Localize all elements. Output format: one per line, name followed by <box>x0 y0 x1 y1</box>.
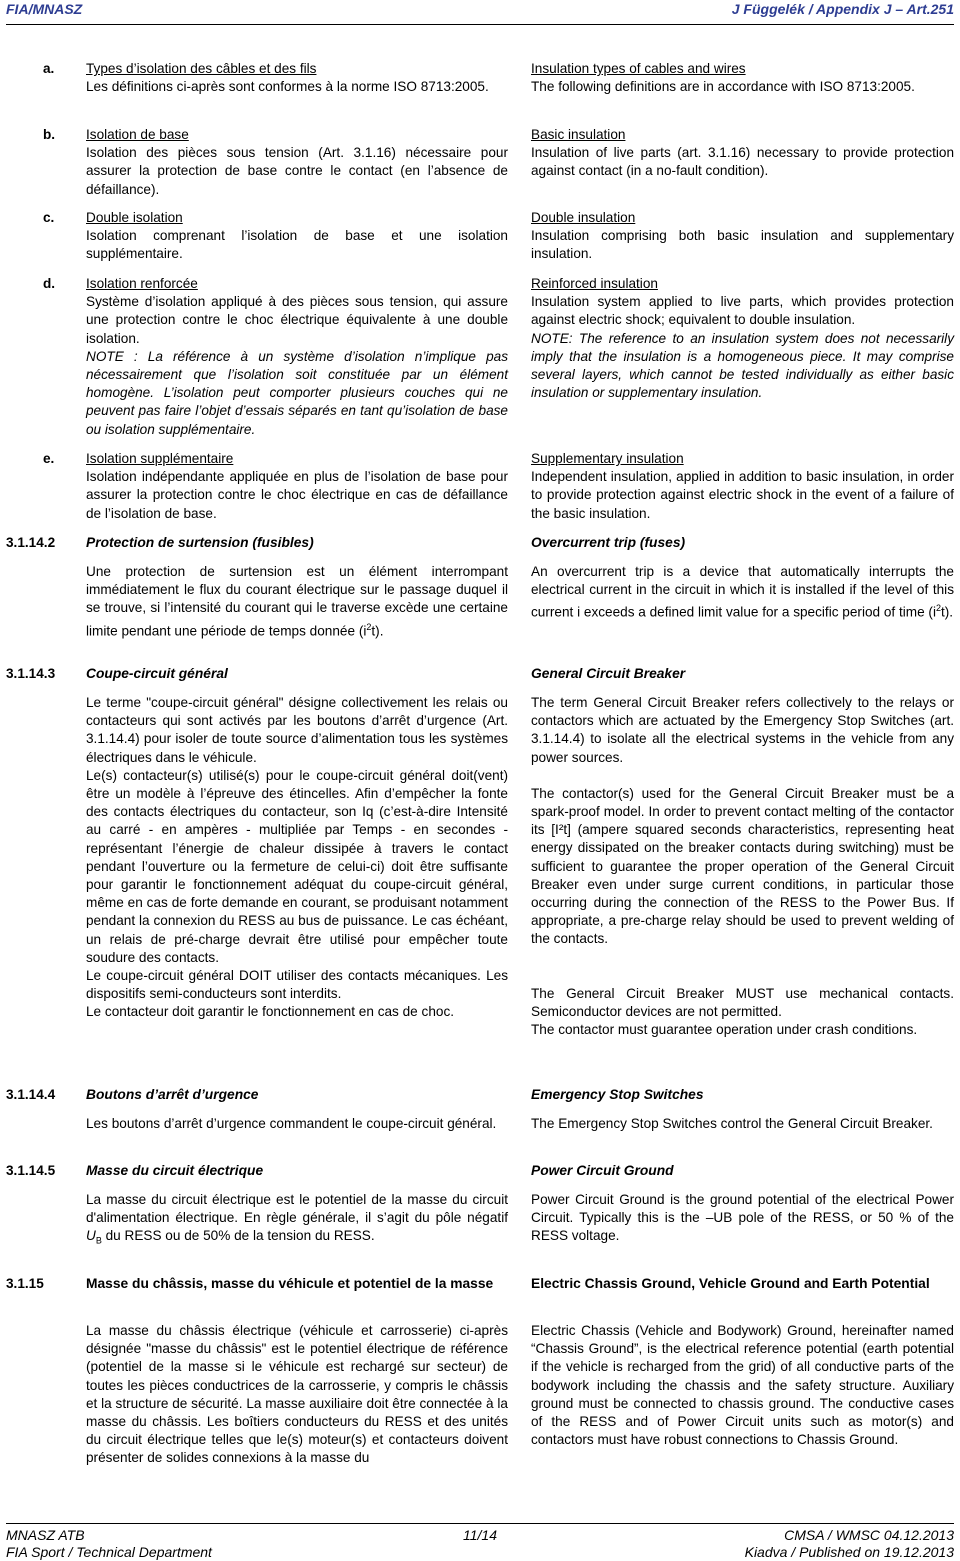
section-number: 3.1.15 <box>6 1276 44 1291</box>
section-fr-title: Masse du circuit électrique <box>86 1163 264 1178</box>
item-en-text <box>531 209 954 264</box>
item-fr-text <box>86 275 508 439</box>
section-fr-body <box>86 1191 508 1250</box>
section-en-body <box>531 563 954 622</box>
footer-right-top: CMSA / WMSC 04.12.2013 <box>784 1527 954 1543</box>
item-en-body: The following definitions are in accordance with ISO 8713:2005. <box>531 79 915 95</box>
section-fr-body <box>86 694 508 1022</box>
item-fr-body: Les définitions ci-après sont conformes à la norme ISO 8713:2005. <box>86 79 489 95</box>
item-fr-title: Isolation de base <box>86 127 189 142</box>
item-fr-text <box>86 450 508 523</box>
section-en-body: Electric Chassis (Vehicle and Bodywork) Ground, hereinafter named “Chassis Ground”, is the electrical reference potential (earth potential if the vehicle is recharged from the grid) of all conductive parts of the bodywork including the chassis and the safety structure. Auxiliary ground must be connected to chassis ground. The conductive cases of the RESS and of Power Circuit units such as motor(s) and contactors must have robust connections to Chassis Ground. <box>531 1323 954 1448</box>
section-fr-title: Boutons d’arrêt d’urgence <box>86 1087 259 1102</box>
subscript: B <box>95 1236 102 1247</box>
section-fr-body-end: du RESS ou de 50% de la tension du RESS. <box>101 1228 375 1244</box>
voltage-symbol: U <box>86 1228 96 1244</box>
item-en-text <box>531 450 954 523</box>
section-number: 3.1.14.3 <box>6 666 56 681</box>
section-en-body-text: An overcurrent trip is a device that automatically interrupts the electrical current in the circuit in which it is installed if the level of this current i exceeds a defined limit value for a specific period of time (i <box>531 564 954 620</box>
section-number: 3.1.14.4 <box>6 1087 56 1102</box>
section-number: 3.1.14.5 <box>6 1163 56 1178</box>
item-en-body: Insulation comprising both basic insulation and supplementary insulation. <box>531 228 954 262</box>
section-en-title: Electric Chassis Ground, Vehicle Ground and Earth Potential <box>531 1276 930 1291</box>
header-right: J Függelék / Appendix J – Art.251 <box>731 1 954 17</box>
section-en-title: General Circuit Breaker <box>531 666 686 681</box>
section-fr-paragraph: Le(s) contacteur(s) utilisé(s) pour le coupe-circuit général doit(vent) être un modèle à l’épreuve des étincelles. Afin d’empêcher la fonte des contacts électriques du contacteur, son Iq (c’est-à-dire Intensité au carré - en ampères - multipliée par Temps - en secondes - représentant l’énergie de chaleur dissipée à travers le contact pendant l’ouverture ou la fermeture de celui-ci) doit être suffisante pour garantir le fonctionnement adéquat du coupe-circuit général, même en cas de forte demande en courant, se produisant notamment pendant la connexion du RESS au bus de puissance. Le cas échéant, un relais de pré-charge devrait être utilisé pour empêcher toute soudure des contacts. <box>86 767 508 965</box>
item-en-title: Insulation types of cables and wires <box>531 61 746 76</box>
item-en-body: Insulation of live parts (art. 3.1.16) necessary to provide protection against contact (in a no-fault condition). <box>531 145 954 179</box>
section-fr-body: Les boutons d’arrêt d’urgence commandent le coupe-circuit général. <box>86 1116 497 1131</box>
header-left: FIA/MNASZ <box>6 1 83 17</box>
item-fr-title: Isolation renforcée <box>86 276 198 291</box>
item-en-title: Basic insulation <box>531 127 626 142</box>
item-en-title: Supplementary insulation <box>531 451 684 466</box>
item-label: d. <box>43 276 56 291</box>
item-en-title: Double insulation <box>531 210 636 225</box>
item-fr-text <box>86 126 508 199</box>
item-label: a. <box>43 61 55 76</box>
section-en-body-end: t). <box>941 604 954 620</box>
section-en-body: Power Circuit Ground is the ground potential of the electrical Power Circuit. Typically this is the –UB pole of the RESS, or 50 % of the RESS voltage. <box>531 1192 954 1244</box>
section-fr-body <box>86 563 508 640</box>
section-fr-body: La masse du châssis électrique (véhicule et carrosserie) ci-après désignée "masse du châssis" est le potentiel électrique de référence (potentiel de la masse si le véhicule est rechargé sur secteur) de toutes les pièces conductrices de la carrosserie, y compris le châssis et la structure de sécurité. La masse auxiliaire doit être connectée à la masse du châssis. Les boîtiers conducteurs du RESS et des unités du circuit électrique telles que le(s) moteur(s) et contacteurs doivent présenter de solides connexions à la masse du <box>86 1323 508 1466</box>
item-fr-text <box>86 60 508 96</box>
page-header <box>6 0 954 25</box>
section-en-title: Overcurrent trip (fuses) <box>531 535 686 550</box>
footer-left-top: MNASZ ATB <box>6 1527 85 1543</box>
section-fr-paragraph: Le terme "coupe-circuit général" désigne collectivement les relais ou contacteurs qui sont activés par les boutons d’arrêt d’urgence (Art. 3.1.14.4) pour isoler de toute source d’alimentation tous les systèmes électriques dans le véhicule. <box>86 695 508 765</box>
section-en-paragraph: The contactor must guarantee operation under crash conditions. <box>531 1022 918 1038</box>
section-fr-title: Coupe-circuit général <box>86 666 228 681</box>
section-en-body <box>531 694 954 1039</box>
section-number: 3.1.14.2 <box>6 535 56 550</box>
item-fr-body: Isolation comprenant l’isolation de base et une isolation supplémentaire. <box>86 228 508 262</box>
section-en-title: Emergency Stop Switches <box>531 1087 704 1102</box>
item-en-text <box>531 126 954 181</box>
superscript: 2 <box>935 603 941 614</box>
item-label: b. <box>43 127 56 142</box>
item-en-body: Insulation system applied to live parts, which provides protection against electric shock; equivalent to double insulation. <box>531 294 954 328</box>
section-fr-title: Masse du châssis, masse du véhicule et potentiel de la masse <box>86 1276 494 1291</box>
section-fr-paragraph: Le coupe-circuit général DOIT utiliser des contacts mécaniques. Les dispositifs semi-conducteurs sont interdits. <box>86 968 508 1002</box>
item-fr-body: Isolation des pièces sous tension (Art. 3.1.16) nécessaire pour assurer la protection de base contre le contact (en l’absence de défaillance). <box>86 145 508 197</box>
section-en-paragraph: The contactor(s) used for the General Circuit Breaker must be a spark-proof model. In order to prevent contact melting of the contactor its [I²t] (ampere squared seconds characteristics, representing heat energy dissipated on the breaker contacts during switching) must be sufficient to guarantee the proper operation of the General Circuit Breaker even under surge current conditions, in particular those occurring during the connection of the RESS to the Power Bus. If appropriate, a pre-charge relay should be used to prevent welding of the contacts. <box>531 785 954 947</box>
item-fr-title: Types d’isolation des câbles et des fils <box>86 61 317 76</box>
page-footer <box>6 1523 954 1560</box>
footer-left-bottom: FIA Sport / Technical Department <box>6 1544 212 1560</box>
item-fr-title: Isolation supplémentaire <box>86 451 234 466</box>
item-fr-body: Isolation indépendante appliquée en plus de l’isolation de base pour assurer la protection contre le choc électrique en cas de défaillance de l’isolation de base. <box>86 469 508 521</box>
item-fr-note: NOTE : La référence à un système d’isolation n’implique pas nécessairement que l’isolation soit constituée par un élément homogène. L’isolation peut comporter plusieurs couches qui ne peuvent pas faire l’objet d’essais séparés en tant qu’isolation de base ou isolation supplémentaire. <box>86 348 508 437</box>
footer-right-bottom: Kiadva / Published on 19.12.2013 <box>744 1544 954 1560</box>
section-fr-body-text: Une protection de surtension est un élément interrompant immédiatement le flux du courant électrique sur le passage duquel il se trouve, si l’intensité du courant qui le traverse excède une certaine limite pendant une période de temps donnée (i <box>86 564 508 639</box>
item-fr-title: Double isolation <box>86 210 183 225</box>
superscript: 2 <box>366 621 372 632</box>
item-fr-text <box>86 209 508 264</box>
item-fr-body: Système d’isolation appliqué à des pièces sous tension, qui assure une protection contre le choc électrique équivalente à une double isolation. <box>86 294 508 346</box>
section-en-body: The Emergency Stop Switches control the General Circuit Breaker. <box>531 1116 933 1131</box>
item-en-body: Independent insulation, applied in addition to basic insulation, in order to provide protection against electric shock in the event of a failure of the basic insulation. <box>531 469 954 521</box>
section-en-paragraph: The General Circuit Breaker MUST use mechanical contacts. Semiconductor devices are not permitted. <box>531 985 954 1019</box>
section-fr-title: Protection de surtension (fusibles) <box>86 535 314 550</box>
section-fr-paragraph: Le contacteur doit garantir le fonctionnement en cas de choc. <box>86 1004 455 1020</box>
section-fr-body-text: La masse du circuit électrique est le potentiel de la masse du circuit d'alimentation électrique. En règle générale, il s’agit du pôle négatif <box>86 1192 508 1226</box>
section-en-paragraph: The term General Circuit Breaker refers collectively to the relays or contactors which are actuated by the Emergency Stop Switches (art. 3.1.14.4) to isolate all the electrical systems in the vehicle from any power sources. <box>531 695 954 765</box>
page-number: 11/14 <box>463 1527 497 1543</box>
item-label: c. <box>43 210 55 225</box>
item-en-text <box>531 275 954 402</box>
item-label: e. <box>43 451 55 466</box>
item-en-note: NOTE: The reference to an insulation system does not necessarily imply that the insulation is a homogeneous piece. It may comprise several layers, which cannot be tested individually as either basic insulation or supplementary insulation. <box>531 330 954 401</box>
section-fr-body-end: t). <box>371 623 384 639</box>
item-en-text <box>531 60 954 96</box>
section-en-title: Power Circuit Ground <box>531 1163 674 1178</box>
item-en-title: Reinforced insulation <box>531 276 658 291</box>
